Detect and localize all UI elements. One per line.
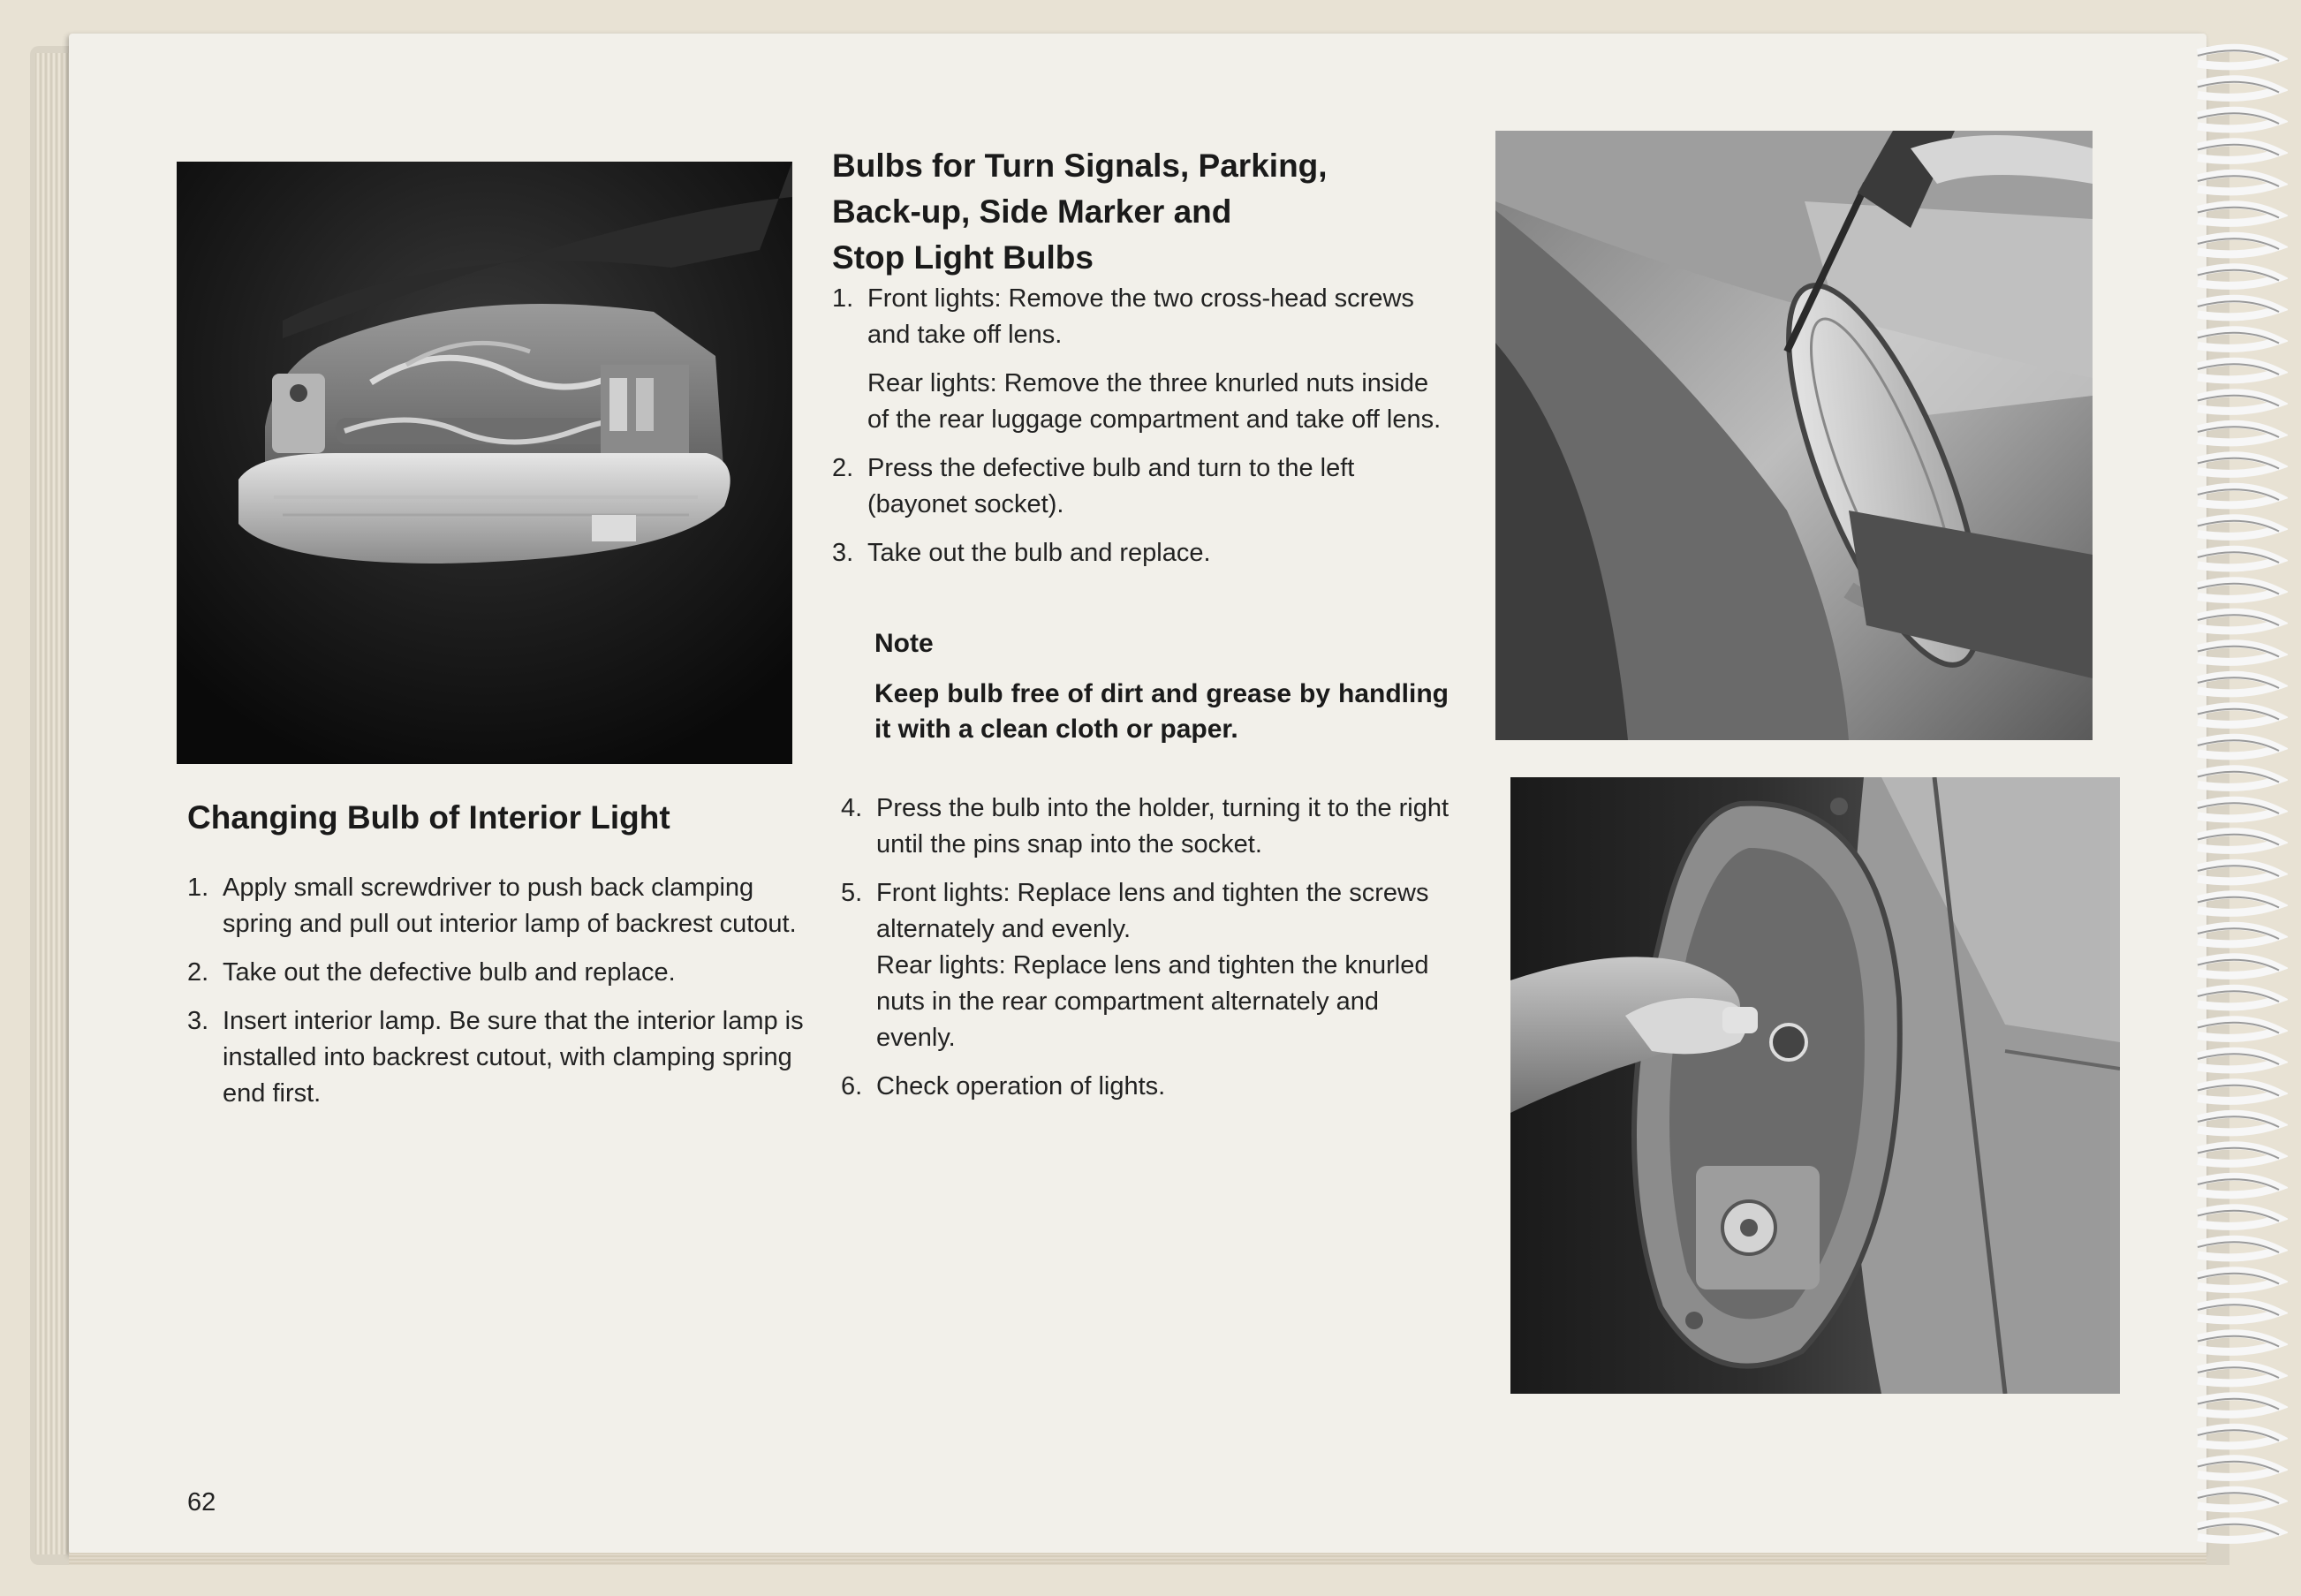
list-item [187,1003,806,1112]
step-number: 5. [841,879,863,907]
list-item [832,450,1450,523]
step-text: Press the bulb into the holder, turning it to the right until the pins snap into the socket. [876,794,1449,859]
list-item [841,875,1459,1056]
step-subtext: Rear lights: Replace lens and tighten the knurled nuts in the rear compartment alternately and evenly. [876,951,1429,1052]
interior-lamp-photo [177,162,792,764]
list-item [841,1069,1459,1105]
note-title: Note [874,629,934,658]
step-text: Press the defective bulb and turn to the left (bayonet socket). [867,454,1355,518]
step-text: Apply small screwdriver to push back clamping spring and pull out interior lamp of backrest cutout. [223,874,797,938]
page-number: 62 [187,1488,216,1517]
heading-line: Back-up, Side Marker and [832,193,1232,230]
step-number: 2. [187,958,209,987]
spiral-binding [2191,35,2288,1572]
interior-light-steps [187,870,806,1124]
step-text: Take out the bulb and replace. [867,539,1211,567]
list-item [832,281,1450,438]
step-number: 2. [832,454,854,482]
step-number: 1. [187,874,209,902]
heading-line: Stop Light Bulbs [832,239,1094,276]
list-item [187,870,806,942]
heading-line: Bulbs for Turn Signals, Parking, [832,147,1328,184]
signal-bulbs-heading [832,143,1450,281]
list-item [841,790,1459,863]
step-subtext: Rear lights: Remove the three knurled nuts inside of the rear luggage compartment and take off lens. [867,369,1442,434]
note-text: Keep bulb free of dirt and grease by handling it with a clean cloth or paper. [874,679,1449,744]
step-text: Front lights: Replace lens and tighten the screws alternately and evenly. [876,879,1429,943]
step-number: 3. [832,539,854,567]
step-number: 4. [841,794,863,822]
interior-light-heading: Changing Bulb of Interior Light [187,799,670,836]
rear-light-photo [1510,777,2120,1394]
step-text: Front lights: Remove the two cross-head screws and take off lens. [867,284,1414,349]
page-bottom-edge [69,1553,2206,1565]
step-number: 3. [187,1007,209,1035]
list-item [187,955,806,991]
step-text: Take out the defective bulb and replace. [223,958,676,987]
step-text: Insert interior lamp. Be sure that the interior lamp is installed into backrest cutout, with clamping spring end first. [223,1007,804,1108]
signal-bulbs-steps [832,281,1450,584]
signal-bulbs-steps-continued [841,790,1459,1117]
step-number: 6. [841,1072,863,1101]
step-text: Check operation of lights. [876,1072,1166,1101]
front-light-photo [1495,131,2093,740]
list-item [832,535,1450,571]
step-number: 1. [832,284,854,313]
note-block [874,629,1449,747]
